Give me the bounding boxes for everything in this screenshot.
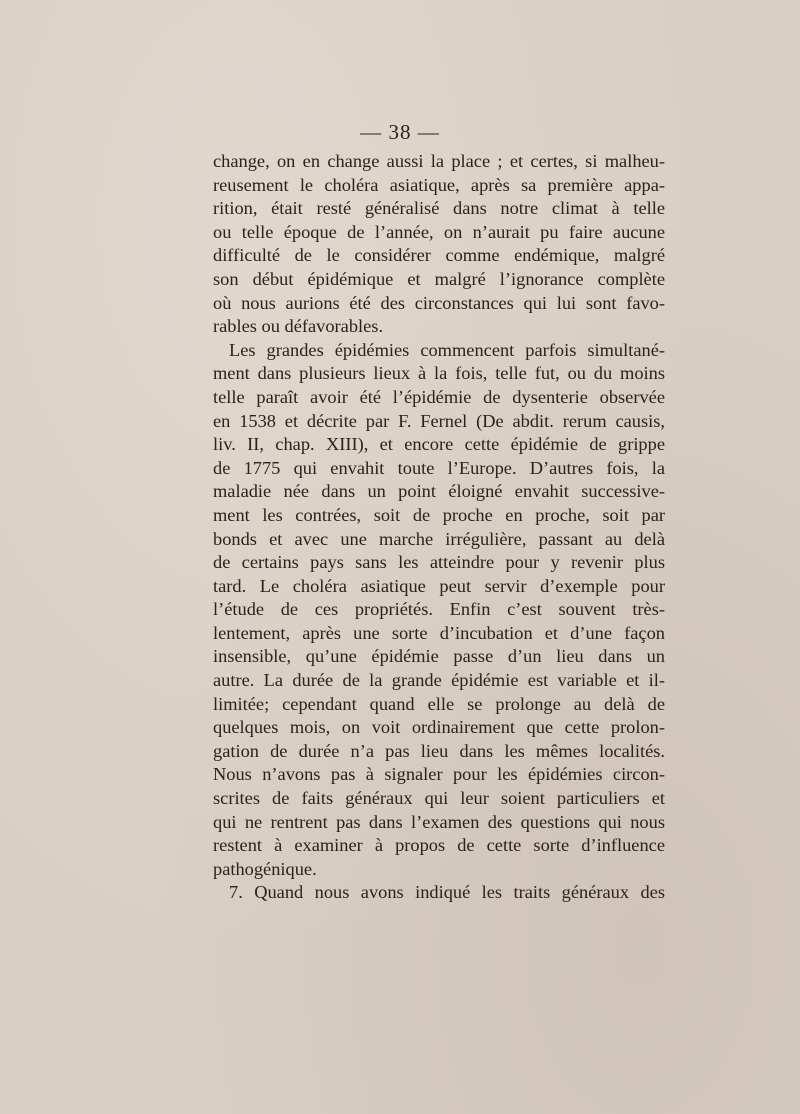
text-line: ou telle époque de l’année, on n’aurait pu faire aucune	[213, 221, 665, 242]
text-line: qui ne rentrent pas dans l’examen des questions qui nous	[213, 811, 665, 832]
text-line: rition, était resté généralisé dans notre climat à telle	[213, 198, 665, 219]
text-line: gation de durée n’a pas lieu dans les mêmes localités.	[213, 740, 665, 761]
text-line: rables ou défavorables.	[213, 316, 384, 337]
text-line: Les grandes épidémies commencent parfois simultané-	[229, 339, 665, 360]
text-line: où nous aurions été des circonstances qui lui sont favo-	[213, 292, 665, 313]
text-line: l’étude de ces propriétés. Enfin c’est souvent très-	[213, 599, 665, 620]
text-line: bonds et avec une marche irrégulière, passant au delà	[213, 528, 665, 549]
page-number: — 38 —	[360, 120, 440, 144]
text-line: limitée; cependant quand elle se prolonge au delà de	[213, 693, 665, 714]
text-line: pathogénique.	[213, 858, 317, 879]
text-line: reusement le choléra asiatique, après sa première appa-	[213, 174, 665, 195]
text-line: tard. Le choléra asiatique peut servir d’exemple pour	[213, 575, 665, 596]
text-line: Nous n’avons pas à signaler pour les épidémies circon-	[213, 764, 665, 785]
text-line: lentement, après une sorte d’incubation et d’une façon	[213, 622, 665, 643]
text-line: ment dans plusieurs lieux à la fois, telle fut, ou du moins	[213, 363, 665, 384]
text-line: en 1538 et décrite par F. Fernel (De abdit. rerum causis,	[213, 410, 665, 431]
text-line: son début épidémique et malgré l’ignorance complète	[213, 268, 665, 289]
text-line: telle paraît avoir été l’épidémie de dysenterie observée	[213, 386, 665, 407]
text-line: scrites de faits généraux qui leur soient particuliers et	[213, 788, 665, 809]
text-line: de certains pays sans les atteindre pour y revenir plus	[213, 552, 665, 573]
text-line: autre. La durée de la grande épidémie est variable et il-	[213, 670, 665, 691]
text-line: maladie née dans un point éloigné envahit successive-	[213, 481, 665, 502]
text-line: liv. II, chap. XIII), et encore cette épidémie de grippe	[213, 434, 665, 455]
text-line: restent à examiner à propos de cette sorte d’influence	[213, 835, 665, 856]
text-line: de 1775 qui envahit toute l’Europe. D’autres fois, la	[213, 457, 665, 478]
text-line: ment les contrées, soit de proche en proche, soit par	[213, 504, 665, 525]
text-line: 7. Quand nous avons indiqué les traits généraux des	[229, 882, 665, 903]
text-line: change, on en change aussi la place ; et certes, si malheu-	[213, 151, 665, 171]
text-line: difficulté de le considérer comme endémique, malgré	[213, 245, 665, 266]
text-line: quelques mois, on voit ordinairement que cette prolon-	[213, 717, 665, 738]
text-line: insensible, qu’une épidémie passe d’un lieu dans un	[213, 646, 665, 667]
body-text	[213, 150, 665, 905]
